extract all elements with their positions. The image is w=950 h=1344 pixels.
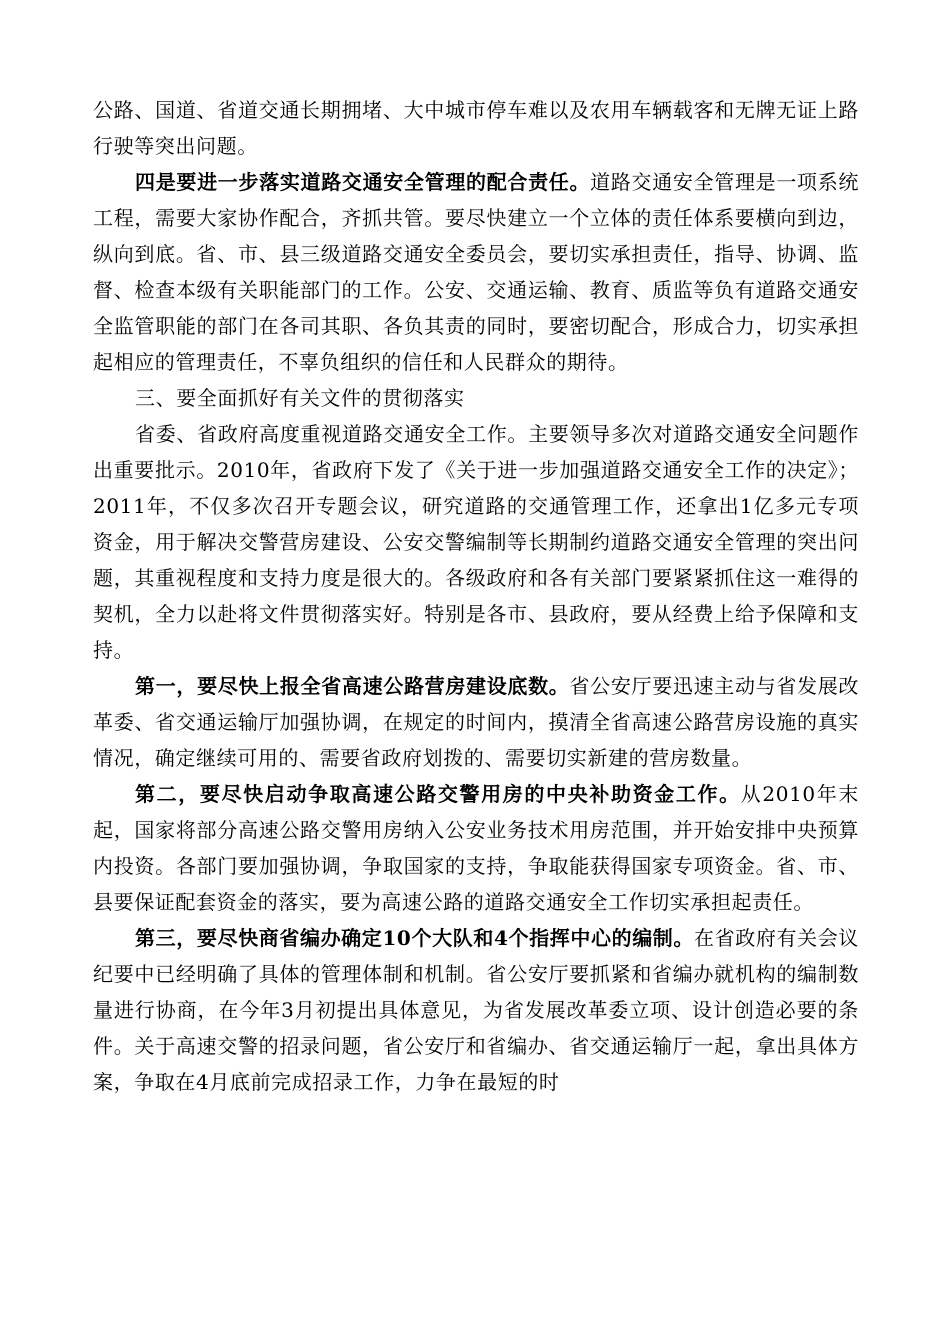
- paragraph-intro: [93, 416, 859, 668]
- paragraph-second: [93, 776, 859, 920]
- paragraph-text: 省公安厅要迅速主动与省发展改革委、省交通运输厅加强协调，在规定的时间内，摸清全省高速公路营房设施的真实情况，确定继续可用的、需要省政府划拨的、需要切实新建的营房数量。: [93, 674, 859, 770]
- paragraph-third: [93, 920, 859, 1100]
- paragraph-lead: 四是要进一步落实道路交通安全管理的配合责任。: [135, 170, 591, 194]
- paragraph-text: 道路交通安全管理是一项系统工程，需要大家协作配合，齐抓共管。要尽快建立一个立体的责任体系要横向到边，纵向到底。省、市、县三级道路交通安全委员会，要切实承担责任，指导、协调、监督、检查本级有关职能部门的工作。公安、交通运输、教育、质监等负有道路交通安全监管职能的部门在各司其职、各负其责的同时，要密切配合，形成合力，切实承担起相应的管理责任，不辜负组织的信任和人民群众的期待。: [93, 170, 859, 374]
- paragraph-text: 省委、省政府高度重视道路交通安全工作。主要领导多次对道路交通安全问题作出重要批示。2010年，省政府下发了《关于进一步加强道路交通安全工作的决定》；2011年，不仅多次召开专题会议，研究道路的交通管理工作，还拿出1亿多元专项资金，用于解决交警营房建设、公安交警编制等长期制约道路交通安全管理的突出问题，其重视程度和支持力度是很大的。各级政府和各有关部门要紧紧抓住这一难得的契机，全力以赴将文件贯彻落实好。特别是各市、县政府，要从经费上给予保障和支持。: [93, 422, 859, 662]
- paragraph-lead: 第三，要尽快商省编办确定10个大队和4个指挥中心的编制。: [135, 926, 695, 950]
- paragraph-item-four: [93, 164, 859, 380]
- section-heading: 三、要全面抓好有关文件的贯彻落实: [135, 386, 465, 410]
- paragraph-text: 在省政府有关会议纪要中已经明确了具体的管理体制和机制。省公安厅要抓紧和省编办就机构的编制数量进行协商，在今年3月初提出具体意见，为省发展改革委立项、设计创造必要的条件。关于高速交警的招录问题，省公安厅和省编办、省交通运输厅一起，拿出具体方案，争取在4月底前完成招录工作，力争在最短的时: [93, 926, 859, 1094]
- paragraph-lead: 第一，要尽快上报全省高速公路营房建设底数。: [135, 674, 570, 698]
- document-page: [93, 92, 859, 1100]
- paragraph-text: 从2010年末起，国家将部分高速公路交警用房纳入公安业务技术用房范围，并开始安排中央预算内投资。各部门要加强协调，争取国家的支持，争取能获得国家专项资金。省、市、县要保证配套资金的落实，要为高速公路的道路交通安全工作切实承担起责任。: [93, 782, 859, 914]
- paragraph-continuation: [93, 92, 859, 164]
- paragraph-lead: 第二，要尽快启动争取高速公路交警用房的中央补助资金工作。: [135, 782, 741, 806]
- paragraph-first: [93, 668, 859, 776]
- paragraph-text: 公路、国道、省道交通长期拥堵、大中城市停车难以及农用车辆载客和无牌无证上路行驶等突出问题。: [93, 98, 859, 158]
